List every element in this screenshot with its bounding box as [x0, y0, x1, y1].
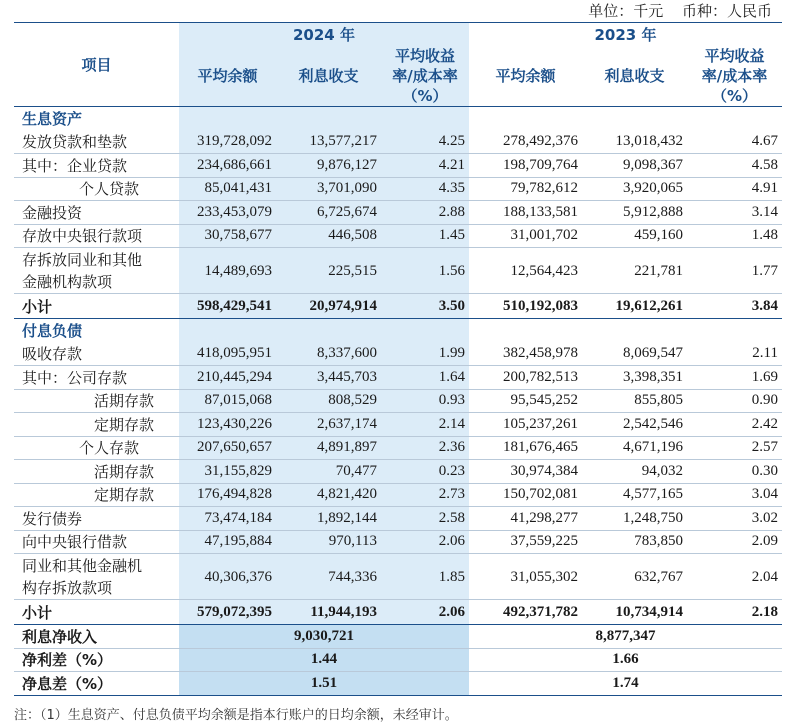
cell: 94,032	[582, 460, 687, 484]
cell: 278,492,376	[469, 130, 582, 154]
cell: 1.48	[687, 224, 782, 248]
row-label: 存放中央银行款项	[14, 224, 179, 248]
table-row	[14, 483, 782, 507]
cell: 4,671,196	[582, 436, 687, 460]
cell: 2.11	[687, 342, 782, 366]
cell: 30,758,677	[179, 224, 276, 248]
section-title-assets: 生息资产	[14, 107, 179, 131]
cell: 632,767	[582, 554, 687, 600]
cell: 579,072,395	[179, 600, 276, 625]
cell: 3.04	[687, 483, 782, 507]
cell: 2.42	[687, 413, 782, 437]
rate-2023-header: 平均收益 率/成本率 （%）	[701, 47, 768, 105]
avg-balance-2024-header: 平均余额	[179, 46, 276, 107]
cell: 2.04	[687, 554, 782, 600]
cell: 446,508	[276, 224, 381, 248]
cell: 855,805	[582, 389, 687, 413]
row-label: 个人存款	[14, 436, 179, 460]
table-row	[14, 177, 782, 201]
cell: 3.02	[687, 507, 782, 531]
cell: 2.36	[381, 436, 469, 460]
currency-label: 币种：人民币	[681, 2, 772, 20]
cell: 4.25	[381, 130, 469, 154]
rate-2024-header: 平均收益 率/成本率 （%）	[381, 46, 469, 107]
cell: 20,974,914	[276, 294, 381, 319]
cell: 3.50	[381, 294, 469, 319]
cell: 9,876,127	[276, 154, 381, 178]
cell: 3,920,065	[582, 177, 687, 201]
cell: 1,248,750	[582, 507, 687, 531]
row-label: 金融投资	[14, 201, 179, 225]
cell: 3,398,351	[582, 366, 687, 390]
year-2024-header: 2024 年	[179, 23, 469, 47]
cell: 0.23	[381, 460, 469, 484]
cell: 970,113	[276, 530, 381, 554]
cell: 459,160	[582, 224, 687, 248]
cell: 783,850	[582, 530, 687, 554]
cell: 200,782,513	[469, 366, 582, 390]
avg-balance-2023-header: 平均余额	[495, 67, 556, 85]
cell: 2,637,174	[276, 413, 381, 437]
cell: 31,055,302	[469, 554, 582, 600]
table-row	[14, 507, 782, 531]
cell: 4.67	[687, 130, 782, 154]
cell: 95,545,252	[469, 389, 582, 413]
table-row	[14, 201, 782, 225]
table-row	[14, 554, 782, 600]
cell: 1.74	[469, 672, 782, 696]
cell: 70,477	[276, 460, 381, 484]
cell: 4,577,165	[582, 483, 687, 507]
table-row	[14, 248, 782, 294]
section-header-assets	[14, 107, 782, 131]
cell: 0.90	[687, 389, 782, 413]
cell: 2.14	[381, 413, 469, 437]
cell: 123,430,226	[179, 413, 276, 437]
cell: 11,944,193	[276, 600, 381, 625]
cell: 4,891,897	[276, 436, 381, 460]
cell: 10,734,914	[582, 600, 687, 625]
row-label: 存拆放同业和其他 金融机构款项	[14, 248, 179, 294]
cell: 1.77	[687, 248, 782, 294]
cell: 1.66	[469, 648, 782, 672]
cell: 19,612,261	[582, 294, 687, 319]
subtotal-row-liabilities	[14, 600, 782, 625]
cell: 47,195,884	[179, 530, 276, 554]
cell: 13,577,217	[276, 130, 381, 154]
row-label: 向中央银行借款	[14, 530, 179, 554]
cell: 210,445,294	[179, 366, 276, 390]
unit-label: 单位：千元	[588, 2, 664, 20]
table-row	[14, 154, 782, 178]
row-label: 吸收存款	[14, 342, 179, 366]
row-label: 其中：公司存款	[14, 366, 179, 390]
row-label: 活期存款	[14, 389, 179, 413]
cell: 598,429,541	[179, 294, 276, 319]
interest-2024-header: 利息收支	[276, 46, 381, 107]
cell: 30,974,384	[469, 460, 582, 484]
footnote: 注：（1）生息资产、付息负债平均余额是指本行账户的日均余额，未经审计。	[14, 708, 458, 723]
cell: 85,041,431	[179, 177, 276, 201]
cell: 12,564,423	[469, 248, 582, 294]
row-label: 活期存款	[14, 460, 179, 484]
table-row	[14, 530, 782, 554]
cell: 382,458,978	[469, 342, 582, 366]
row-label: 小计	[14, 294, 179, 319]
net-spread-row	[14, 648, 782, 672]
row-label: 净息差（%）	[14, 672, 179, 696]
cell: 1.45	[381, 224, 469, 248]
cell: 41,298,277	[469, 507, 582, 531]
cell: 8,069,547	[582, 342, 687, 366]
section-title-liabilities: 付息负债	[22, 322, 83, 340]
cell: 31,001,702	[469, 224, 582, 248]
cell: 8,337,600	[276, 342, 381, 366]
table-row	[14, 436, 782, 460]
row-label: 利息净收入	[14, 625, 179, 649]
cell: 0.30	[687, 460, 782, 484]
row-label: 发行债券	[14, 507, 179, 531]
item-column-header: 项目	[14, 23, 179, 107]
interest-2023-header: 利息收支	[604, 67, 665, 85]
cell: 319,728,092	[179, 130, 276, 154]
cell: 176,494,828	[179, 483, 276, 507]
cell: 4.35	[381, 177, 469, 201]
cell: 1,892,144	[276, 507, 381, 531]
cell: 207,650,657	[179, 436, 276, 460]
cell: 3,445,703	[276, 366, 381, 390]
cell: 37,559,225	[469, 530, 582, 554]
row-label: 发放贷款和垫款	[14, 130, 179, 154]
cell: 1.64	[381, 366, 469, 390]
row-label: 其中：企业贷款	[14, 154, 179, 178]
cell: 105,237,261	[469, 413, 582, 437]
cell: 1.56	[381, 248, 469, 294]
cell: 0.93	[381, 389, 469, 413]
cell: 198,709,764	[469, 154, 582, 178]
cell: 4.58	[687, 154, 782, 178]
cell: 2.57	[687, 436, 782, 460]
cell: 150,702,081	[469, 483, 582, 507]
cell: 233,453,079	[179, 201, 276, 225]
table-row	[14, 130, 782, 154]
cell: 4.21	[381, 154, 469, 178]
cell: 9,098,367	[582, 154, 687, 178]
cell: 225,515	[276, 248, 381, 294]
section-header-liabilities	[14, 319, 782, 343]
cell: 492,371,782	[469, 600, 582, 625]
table-row	[14, 389, 782, 413]
cell: 418,095,951	[179, 342, 276, 366]
cell: 1.69	[687, 366, 782, 390]
cell: 2.06	[381, 530, 469, 554]
row-label: 小计	[14, 600, 179, 625]
row-label: 个人贷款	[14, 177, 179, 201]
cell: 2,542,546	[582, 413, 687, 437]
cell: 2.18	[687, 600, 782, 625]
cell: 14,489,693	[179, 248, 276, 294]
cell: 13,018,432	[582, 130, 687, 154]
cell: 808,529	[276, 389, 381, 413]
cell: 40,306,376	[179, 554, 276, 600]
row-label: 同业和其他金融机 构存拆放款项	[14, 554, 179, 600]
cell: 744,336	[276, 554, 381, 600]
cell: 1.51	[179, 672, 469, 696]
cell: 1.44	[179, 648, 469, 672]
cell: 2.06	[381, 600, 469, 625]
year-header-row	[14, 23, 782, 47]
subtotal-row-assets	[14, 294, 782, 319]
cell: 3,701,090	[276, 177, 381, 201]
cell: 5,912,888	[582, 201, 687, 225]
table-row	[14, 413, 782, 437]
cell: 8,877,347	[469, 625, 782, 649]
cell: 3.84	[687, 294, 782, 319]
net-interest-table	[14, 22, 782, 696]
net-interest-income-row	[14, 625, 782, 649]
cell: 2.88	[381, 201, 469, 225]
cell: 1.85	[381, 554, 469, 600]
cell: 4.91	[687, 177, 782, 201]
table-row	[14, 342, 782, 366]
net-interest-margin-row	[14, 672, 782, 696]
cell: 510,192,083	[469, 294, 582, 319]
unit-caption	[588, 0, 772, 22]
cell: 2.09	[687, 530, 782, 554]
cell: 188,133,581	[469, 201, 582, 225]
table-row	[14, 224, 782, 248]
cell: 79,782,612	[469, 177, 582, 201]
table-row	[14, 460, 782, 484]
cell: 4,821,420	[276, 483, 381, 507]
cell: 9,030,721	[179, 625, 469, 649]
cell: 6,725,674	[276, 201, 381, 225]
table-row	[14, 366, 782, 390]
cell: 31,155,829	[179, 460, 276, 484]
row-label: 定期存款	[14, 483, 179, 507]
cell: 2.58	[381, 507, 469, 531]
cell: 87,015,068	[179, 389, 276, 413]
row-label: 净利差（%）	[14, 648, 179, 672]
cell: 221,781	[582, 248, 687, 294]
cell: 1.99	[381, 342, 469, 366]
cell: 234,686,661	[179, 154, 276, 178]
cell: 2.73	[381, 483, 469, 507]
row-label: 定期存款	[14, 413, 179, 437]
cell: 3.14	[687, 201, 782, 225]
cell: 73,474,184	[179, 507, 276, 531]
year-2023-header: 2023 年	[469, 23, 782, 47]
cell: 181,676,465	[469, 436, 582, 460]
